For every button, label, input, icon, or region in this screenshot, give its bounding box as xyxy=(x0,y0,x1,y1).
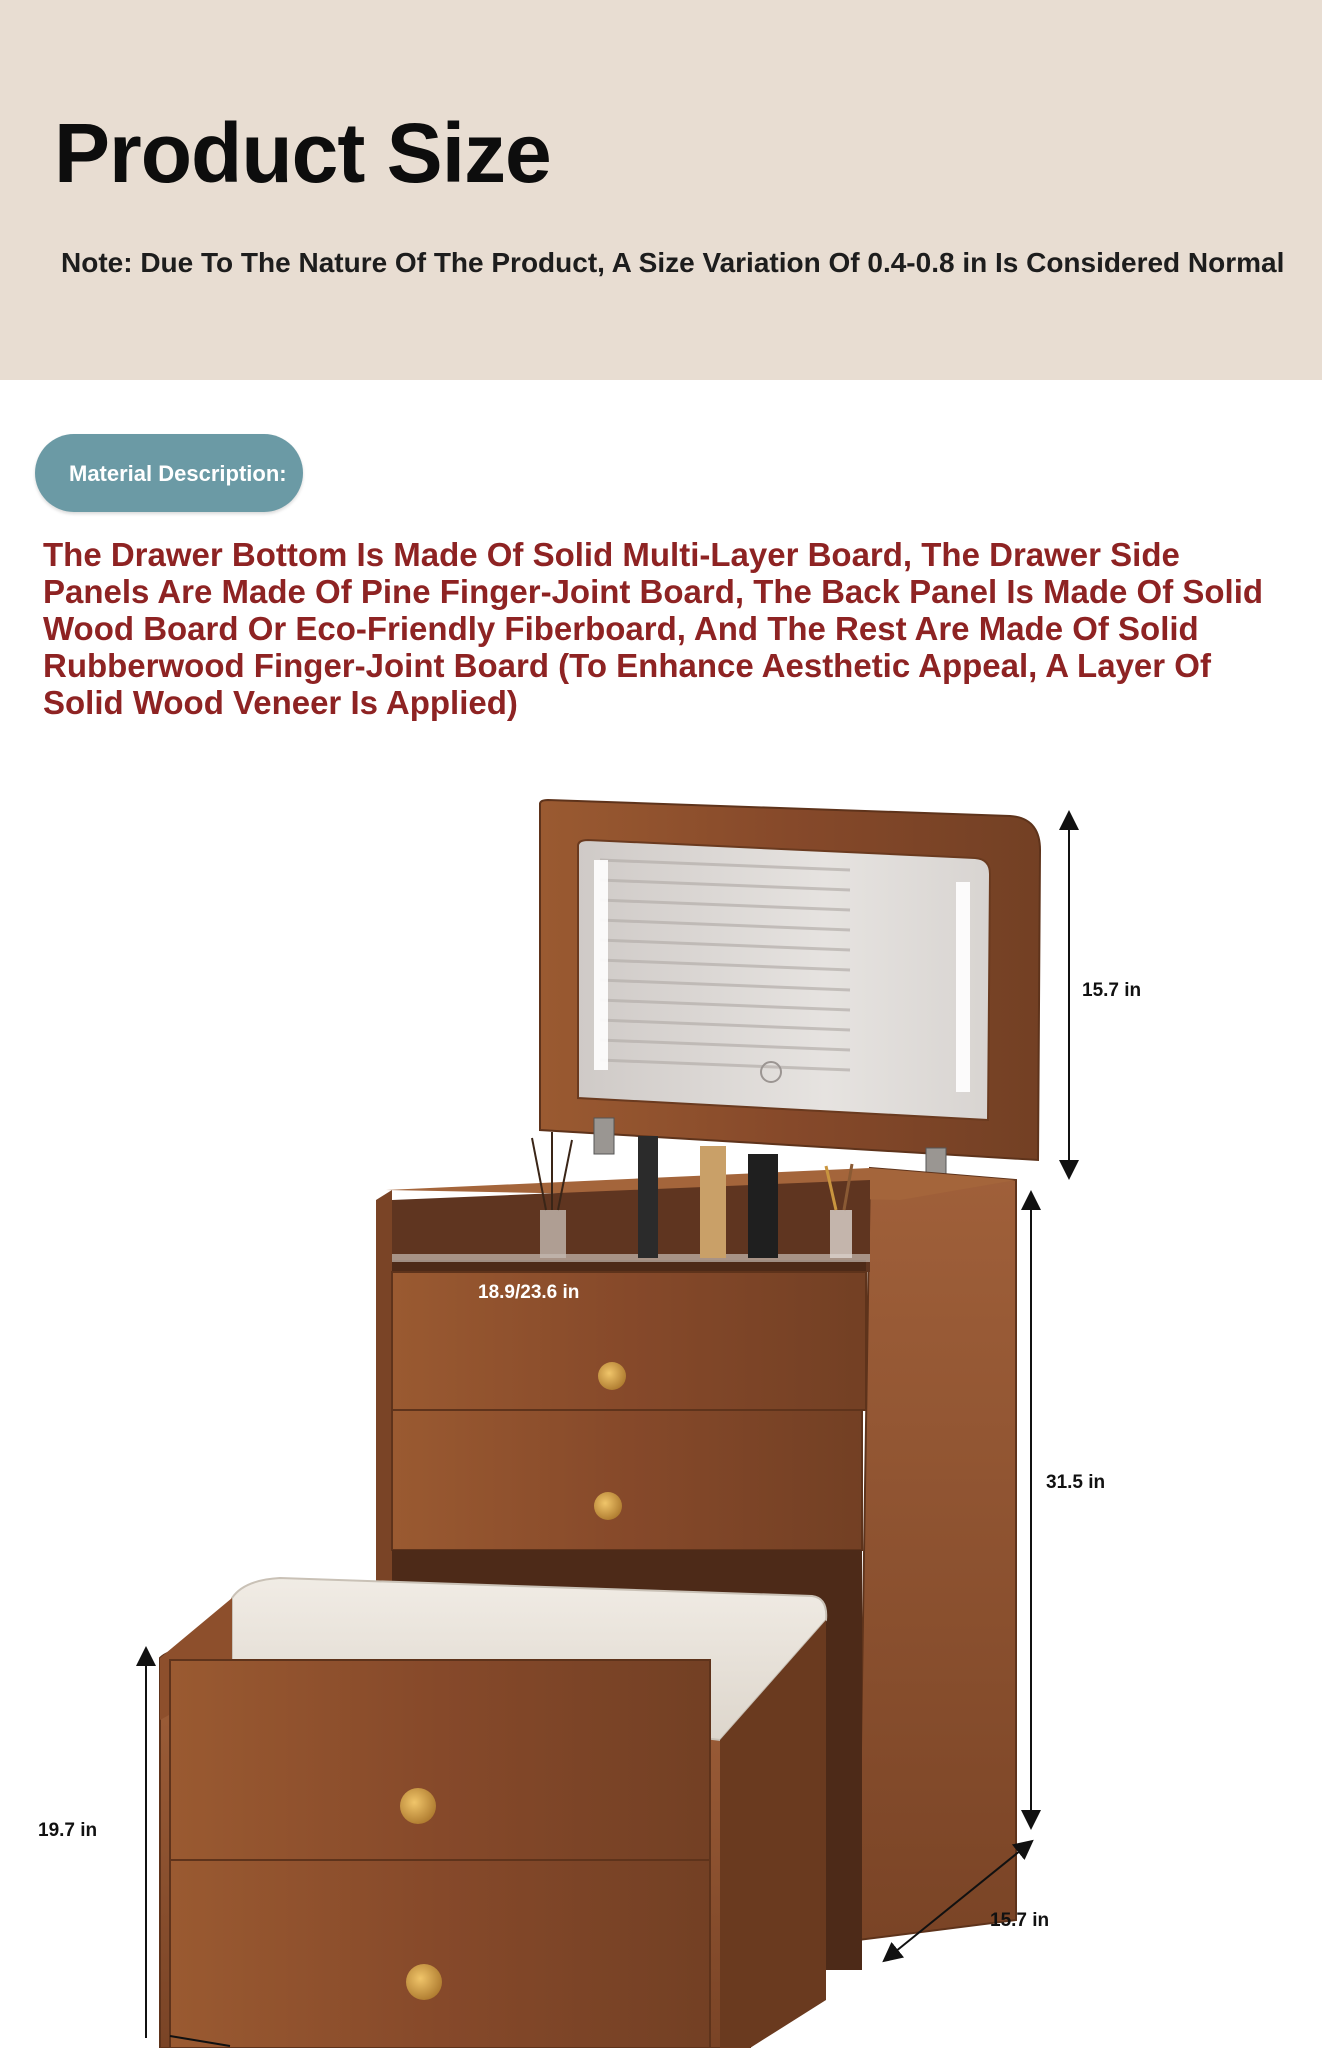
mirror-height-label: 15.7 in xyxy=(1082,980,1142,1001)
vanity-set-drawing xyxy=(0,760,1322,2048)
mirror-lid xyxy=(540,800,1040,1160)
stool-drawer-top xyxy=(170,1660,710,1860)
vanity-height-label: 31.5 in xyxy=(1046,1472,1106,1493)
left-hinge xyxy=(594,1118,614,1154)
stool-knob-top xyxy=(400,1788,436,1824)
stool-knob-bottom xyxy=(406,1964,442,2000)
stool-drawer-bottom xyxy=(170,1860,710,2048)
page-title: Product Size xyxy=(54,106,551,200)
product-illustration xyxy=(0,760,1322,2048)
stool-height-label: 19.7 in xyxy=(38,1820,98,1841)
vanity-drawer-bottom xyxy=(392,1410,862,1550)
vanity-knob-bottom xyxy=(594,1492,622,1520)
width-label: 18.9/23.6 in xyxy=(478,1282,580,1303)
vanity-knob-top xyxy=(598,1362,626,1390)
stool xyxy=(160,1578,826,2048)
material-description-label: Material Description: xyxy=(69,461,287,486)
vanity-drawer-top xyxy=(392,1272,866,1410)
material-description-text: The Drawer Bottom Is Made Of Solid Multi-Layer Board, The Drawer Side Panels Are Made Of Pine Finger-Joint Board, The Back Panel Is Made Of Solid Wood Board Or Eco-Friendly Fiberboard, And The Rest Are Made Of Solid Rubberwood Finger-Joint Board (To Enhance Aesthetic Appeal, A Layer Of Solid Wood Veneer Is Applied) xyxy=(43,536,1264,721)
size-variation-note: Note: Due To The Nature Of The Product, A Size Variation Of 0.4-0.8 in Is Considered Normal xyxy=(61,247,1285,278)
header-banner xyxy=(0,0,1322,380)
depth-label: 15.7 in xyxy=(990,1910,1050,1931)
material-description-badge xyxy=(35,434,303,512)
